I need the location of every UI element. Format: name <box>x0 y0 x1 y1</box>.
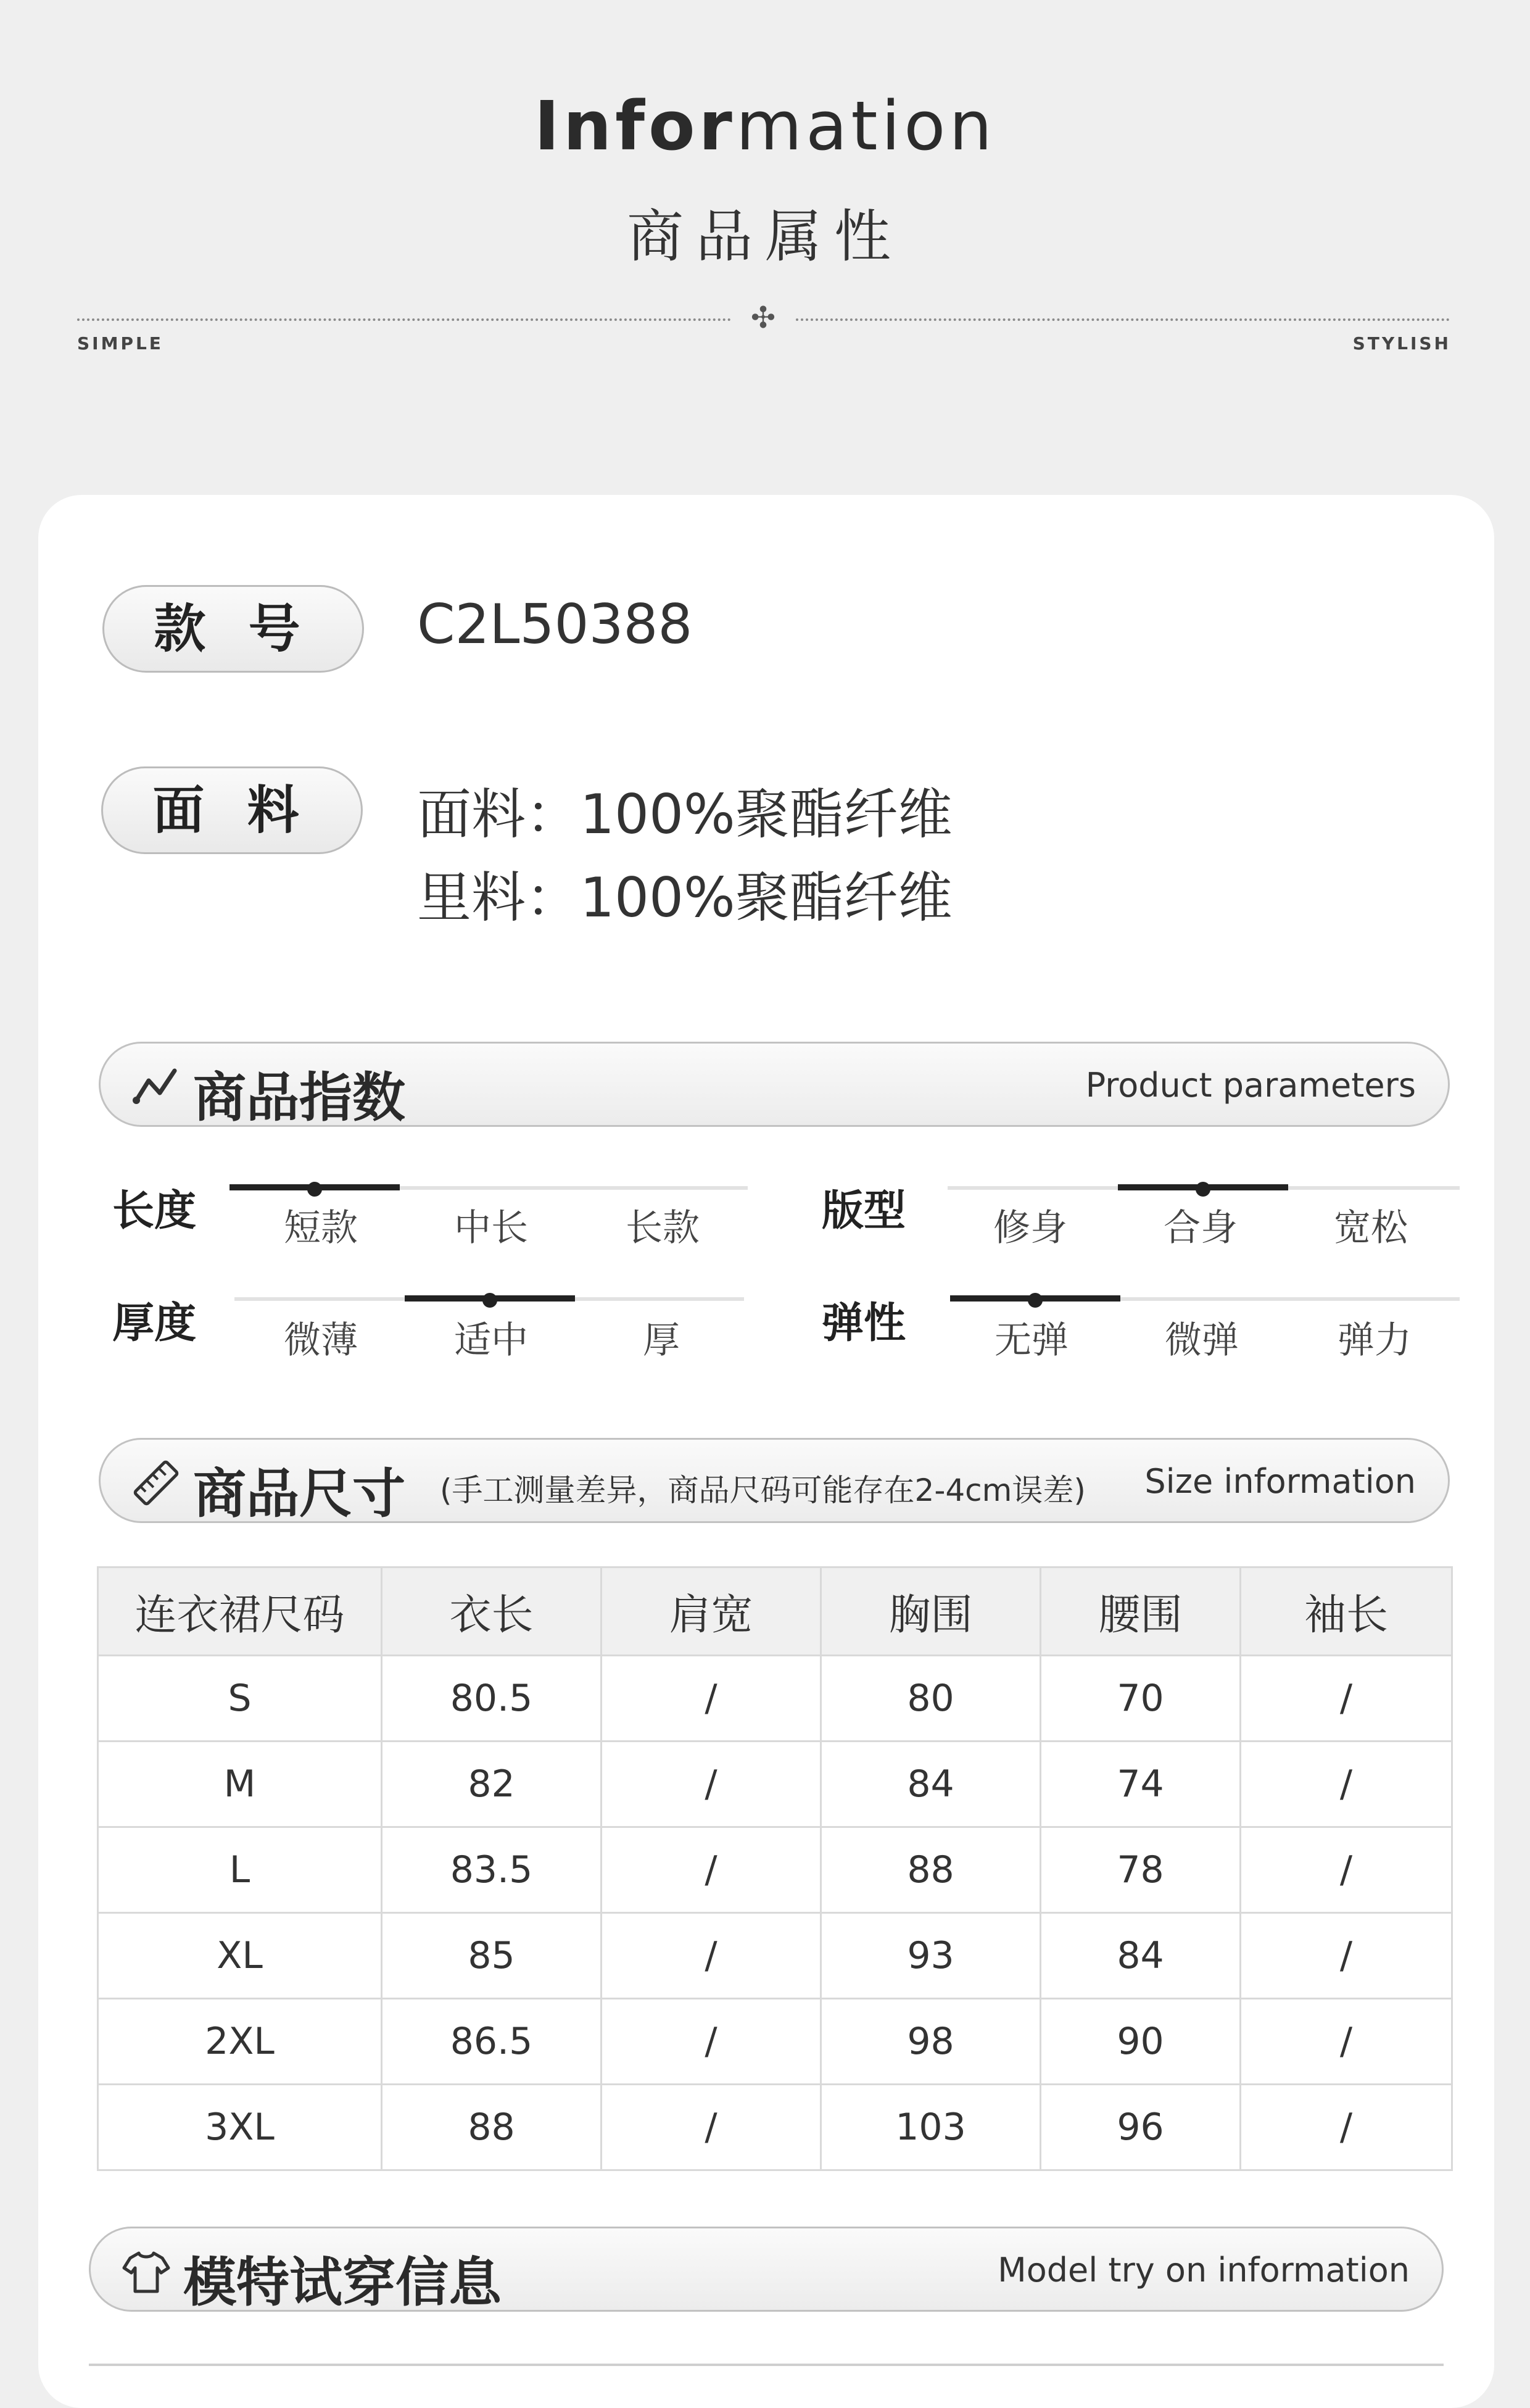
param-thickness-option: 适中 <box>454 1319 528 1362</box>
table-cell: 93 <box>821 1913 1041 1999</box>
table-cell: 84 <box>821 1742 1041 1827</box>
table-cell: / <box>602 1827 821 1913</box>
style-number-label: 款 号 <box>102 585 364 673</box>
table-cell: 78 <box>1041 1827 1241 1913</box>
table-cell: 85 <box>382 1913 602 1999</box>
size-table <box>97 1566 1453 2171</box>
table-cell: 70 <box>1041 1656 1241 1742</box>
table-cell: 82 <box>382 1742 602 1827</box>
params-title-en: Product parameters <box>1085 1066 1416 1105</box>
info-subtitle: 商品属性 <box>626 204 903 270</box>
size-note: (手工测量差异，商品尺码可能存在2-4cm误差) <box>440 1472 1086 1508</box>
ruler-icon <box>131 1458 181 1508</box>
param-length-option: 短款 <box>284 1206 358 1250</box>
table-cell: / <box>1241 1827 1452 1913</box>
table-cell: / <box>602 1913 821 1999</box>
table-header-cell: 衣长 <box>382 1567 602 1656</box>
size-section-header <box>99 1438 1450 1523</box>
table-cell: 80.5 <box>382 1656 602 1742</box>
param-thickness-option: 厚 <box>643 1319 680 1362</box>
label-simple: SIMPLE <box>77 333 163 354</box>
fabric-label: 面 料 <box>101 766 363 854</box>
bottom-divider <box>89 2364 1444 2366</box>
table-cell: 74 <box>1041 1742 1241 1827</box>
table-row <box>98 1742 1452 1827</box>
table-header-row <box>98 1567 1452 1656</box>
param-length-track <box>230 1186 748 1190</box>
param-fit-track <box>948 1186 1460 1190</box>
param-thickness-indicator <box>405 1295 575 1302</box>
tshirt-icon <box>122 2247 171 2296</box>
table-cell: XL <box>98 1913 382 1999</box>
table-header-cell: 腰围 <box>1041 1567 1241 1656</box>
table-header-cell: 肩宽 <box>602 1567 821 1656</box>
table-cell: / <box>1241 1742 1452 1827</box>
param-fit-option: 宽松 <box>1334 1206 1408 1250</box>
param-thickness-label: 厚度 <box>112 1299 197 1348</box>
param-elasticity-label: 弹性 <box>822 1299 906 1348</box>
table-cell: / <box>602 2085 821 2170</box>
param-elasticity-track <box>950 1297 1460 1301</box>
divider-left <box>77 318 731 321</box>
divider-right <box>796 318 1450 321</box>
table-header-cell: 胸围 <box>821 1567 1041 1656</box>
param-length-option: 中长 <box>454 1206 528 1250</box>
params-section-header <box>99 1042 1450 1127</box>
table-cell: 3XL <box>98 2085 382 2170</box>
param-elasticity-option: 弹力 <box>1338 1319 1412 1362</box>
size-title-en: Size information <box>1144 1462 1416 1501</box>
table-cell: 88 <box>821 1827 1041 1913</box>
table-cell: / <box>1241 2085 1452 2170</box>
model-section-header <box>89 2227 1444 2312</box>
table-row <box>98 2085 1452 2170</box>
table-header-cell: 连衣裙尺码 <box>98 1567 382 1656</box>
move-cross-icon: ✣ <box>750 301 776 335</box>
model-title: 模特试穿信息 <box>183 2252 502 2314</box>
table-row <box>98 1656 1452 1742</box>
param-fit-option: 合身 <box>1164 1206 1238 1250</box>
table-cell: 96 <box>1041 2085 1241 2170</box>
table-cell: M <box>98 1742 382 1827</box>
table-cell: 103 <box>821 2085 1041 2170</box>
trend-line-icon <box>131 1062 181 1111</box>
info-title: Information <box>534 86 996 165</box>
label-stylish: STYLISH <box>1352 333 1451 354</box>
table-cell: / <box>1241 1913 1452 1999</box>
table-cell: S <box>98 1656 382 1742</box>
param-elasticity-option: 微弹 <box>1165 1319 1239 1362</box>
table-cell: L <box>98 1827 382 1913</box>
table-cell: 88 <box>382 2085 602 2170</box>
table-cell: / <box>602 1656 821 1742</box>
param-length-indicator <box>230 1184 400 1190</box>
table-cell: 84 <box>1041 1913 1241 1999</box>
table-cell: / <box>602 1999 821 2085</box>
model-title-en: Model try on information <box>998 2251 1410 2290</box>
table-cell: 83.5 <box>382 1827 602 1913</box>
param-thickness-track <box>234 1297 744 1301</box>
table-cell: 86.5 <box>382 1999 602 2085</box>
table-cell: 90 <box>1041 1999 1241 2085</box>
param-length-option: 长款 <box>626 1206 700 1250</box>
param-elasticity-option: 无弹 <box>994 1319 1069 1362</box>
style-number-value: C2L50388 <box>417 592 693 656</box>
param-fit-indicator <box>1118 1184 1288 1190</box>
table-row <box>98 1827 1452 1913</box>
param-thickness-option: 微薄 <box>284 1319 358 1362</box>
param-fit-option: 修身 <box>993 1206 1067 1250</box>
fabric-lining: 里料：100%聚酯纤维 <box>417 866 953 929</box>
table-cell: / <box>1241 1656 1452 1742</box>
param-elasticity-indicator <box>950 1295 1120 1302</box>
table-cell: / <box>1241 1999 1452 2085</box>
table-row <box>98 1913 1452 1999</box>
table-cell: 2XL <box>98 1999 382 2085</box>
table-cell: / <box>602 1742 821 1827</box>
table-header-cell: 袖长 <box>1241 1567 1452 1656</box>
param-fit-label: 版型 <box>822 1187 906 1235</box>
table-cell: 80 <box>821 1656 1041 1742</box>
params-title: 商品指数 <box>193 1067 405 1129</box>
param-length-label: 长度 <box>112 1187 197 1235</box>
fabric-outer: 面料：100%聚酯纤维 <box>417 783 953 846</box>
table-row <box>98 1999 1452 2085</box>
table-cell: 98 <box>821 1999 1041 2085</box>
size-title: 商品尺寸 <box>193 1463 405 1525</box>
